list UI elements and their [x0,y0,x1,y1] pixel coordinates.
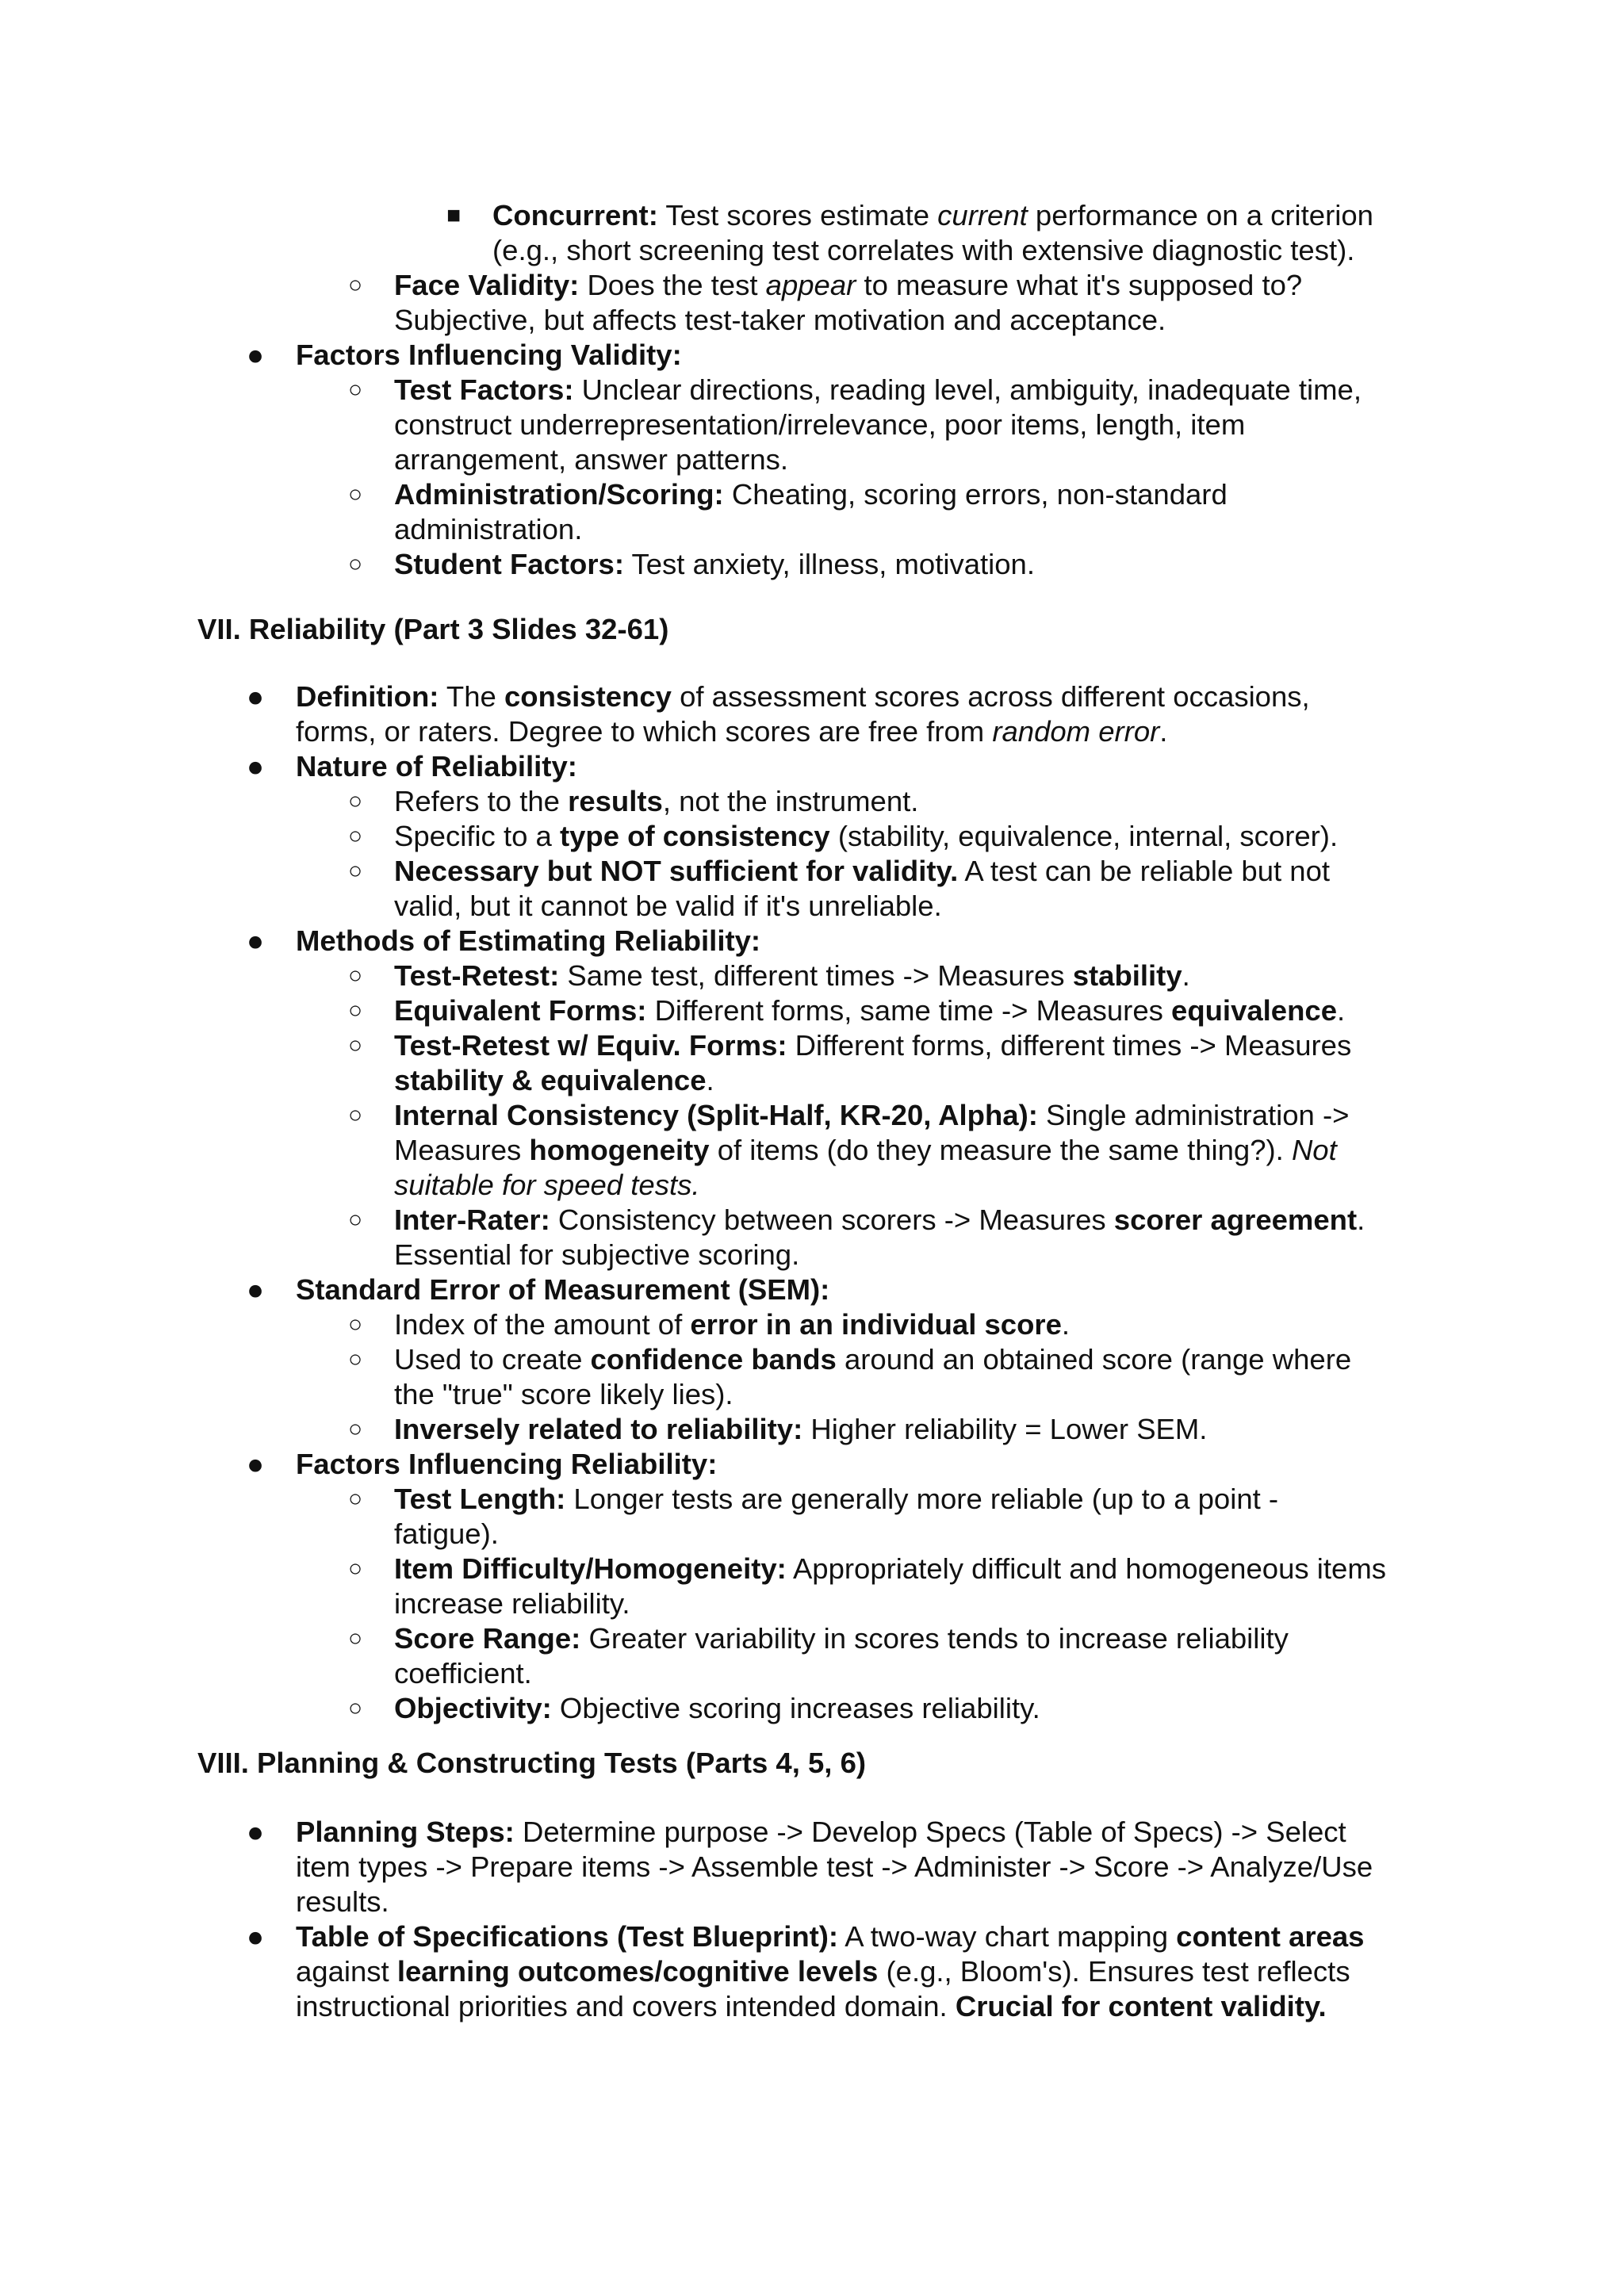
list-item: ○ Test-Retest w/ Equiv. Forms: Different forms, different times -> Measures [0,1028,1624,1063]
disc-bullet-icon: ● [246,1920,265,1953]
circle-bullet-icon: ○ [347,788,363,814]
section-heading-reliability: VII. Reliability (Part 3 Slides 32-61) [197,613,669,645]
circle-bullet-icon: ○ [347,272,363,298]
list-item-planning-steps: ● Planning Steps: Determine purpose -> Develop Specs (Table of Specs) -> Select [0,1815,1624,1850]
list-item-concurrent-cont: (e.g., short screening test correlates with extensive diagnostic test). [492,234,1355,266]
disc-bullet-icon: ● [246,750,265,783]
section-heading-planning: VIII. Planning & Constructing Tests (Parts 4, 5, 6) [197,1747,867,1779]
list-item-nature: ● Nature of Reliability: [0,749,1624,784]
circle-bullet-icon: ○ [347,481,363,507]
circle-bullet-icon: ○ [347,551,363,577]
list-item: ○ Test Length: Longer tests are generally more reliable (up to a point - [0,1482,1624,1517]
list-item-admin-scoring: ○ Administration/Scoring: Cheating, scoring errors, non-standard [0,477,1624,512]
disc-bullet-icon: ● [246,1273,265,1306]
disc-bullet-icon: ● [246,924,265,957]
list-item: ○ Equivalent Forms: Different forms, same time -> Measures equivalence. [0,993,1624,1028]
list-item: ○ Test-Retest: Same test, different times -> Measures stability. [0,959,1624,993]
circle-bullet-icon: ○ [347,1625,363,1651]
list-item-test-factors: ○ Test Factors: Unclear directions, reading level, ambiguity, inadequate time, [0,373,1624,408]
list-item-factors-reliability: ● Factors Influencing Reliability: [0,1447,1624,1482]
circle-bullet-icon: ○ [347,1207,363,1233]
list-item: ○ Inversely related to reliability: Higher reliability = Lower SEM. [0,1412,1624,1447]
list-item: ○ Necessary but NOT sufficient for validity. A test can be reliable but not [0,854,1624,889]
disc-bullet-icon: ● [246,1448,265,1480]
planning-section: ● Planning Steps: Determine purpose -> Develop Specs (Table of Specs) -> Select item types -> Prepare items -> Assemble test -> Administer -> Score -> Analyze/Use results. ● Table of Specifications (Test Blueprint): A two-way chart mapping content areas against learning outcomes/cognitive levels (e.g., Bloom's). Ensures test reflects instructional priorities and covers intended domain. Crucial for content validity. [0,1815,1624,2024]
list-item-sem: ● Standard Error of Measurement (SEM): [0,1272,1624,1307]
list-item: ○ Score Range: Greater variability in scores tends to increase reliability [0,1621,1624,1656]
list-item: ○ Inter-Rater: Consistency between scorers -> Measures scorer agreement. [0,1203,1624,1238]
list-item-methods: ● Methods of Estimating Reliability: [0,924,1624,959]
disc-bullet-icon: ● [246,1816,265,1848]
circle-bullet-icon: ○ [347,997,363,1024]
circle-bullet-icon: ○ [347,823,363,849]
circle-bullet-icon: ○ [347,1556,363,1582]
list-item-face-validity: ○ Face Validity: Does the test appear to measure what it's supposed to? [0,268,1624,303]
list-item: ○ Refers to the results, not the instrument. [0,784,1624,819]
circle-bullet-icon: ○ [347,1311,363,1337]
list-item-table-of-specs: ● Table of Specifications (Test Blueprint): A two-way chart mapping content areas [0,1919,1624,1954]
list-item-definition: ● Definition: The consistency of assessment scores across different occasions, [0,679,1624,714]
list-item: ○ Objectivity: Objective scoring increases reliability. [0,1691,1624,1726]
circle-bullet-icon: ○ [347,1346,363,1372]
disc-bullet-icon: ● [246,680,265,713]
list-item-factors-validity: ● Factors Influencing Validity: [0,338,1624,373]
square-bullet-icon: ■ [446,202,462,228]
list-item: ○ Specific to a type of consistency (stability, equivalence, internal, scorer). [0,819,1624,854]
validity-continuation: ■ Concurrent: Test scores estimate current performance on a criterion (e.g., short screening test correlates with extensive diagnostic test). ○ Face Validity: Does the test appear to measure what it's supposed to? Subjective, but affects test-taker motivation and acceptance. ● Factors Influencing Validity: ○ Test Factors: Unclear directions, reading level, ambiguity, inadequate time, construct underrepresentation/irrelevance, poor items, length, item arrangement, answer patterns. ○ Administration/Scoring: Cheating, scoring errors, non-standard administration. ○ Student Factors: Test anxiety, illness, motivation. [0,198,1624,582]
circle-bullet-icon: ○ [347,962,363,989]
list-item-concurrent: ■ Concurrent: Test scores estimate current performance on a criterion [0,198,1624,233]
circle-bullet-icon: ○ [347,1695,363,1721]
list-item: ○ Item Difficulty/Homogeneity: Appropriately difficult and homogeneous items [0,1552,1624,1586]
circle-bullet-icon: ○ [347,1102,363,1128]
disc-bullet-icon: ● [246,339,265,371]
circle-bullet-icon: ○ [347,1486,363,1512]
list-item-student-factors: ○ Student Factors: Test anxiety, illness, motivation. [0,547,1624,582]
list-item: ○ Internal Consistency (Split-Half, KR-20, Alpha): Single administration -> [0,1098,1624,1133]
circle-bullet-icon: ○ [347,377,363,403]
circle-bullet-icon: ○ [347,1032,363,1058]
reliability-section: ● Definition: The consistency of assessment scores across different occasions, forms, or raters. Degree to which scores are free from random error. ● Nature of Reliability: ○ Refers to the results, not the instrument. ○ Specific to a type of consistency (stability, equivalence, internal, scorer). ○ Necessary but NOT sufficient for validity. A test can be reliable but not valid, but it cannot be valid if it's unreliable. ● Methods of Estimating Reliability: ○ Test-Retest: Same test, different times -> Measures stability. ○ Equivalent Forms: Different forms, same time -> Measures equivalence. ○ Test-Retest w/ Equiv. Forms: Different forms, different times -> Measures stability & equivalence. ○ Internal Consistency (Split-Half, KR-20, Alpha): Single administration -> Measures homogeneity of items (do they measure the same thing?). Not suitable for speed tests. ○ Inter-Rater: Consistency between scorers -> Measures scorer agreement. Essential for subjective scoring. ● Standard Error of Measurement (SEM): ○ Index of the amount of error in an individual score. ○ Used to create confidence bands around an obtained score (range where the "true" score likely lies). ○ Inversely related to reliability: Higher reliability = Lower SEM. ● Factors Influencing Reliability: ○ Test Length: Longer tests are generally more reliable (up to a point - fatigue). ○ Item Difficulty/Homogeneity: Appropriately difficult and homogeneous items increase reliability. ○ Score Range: Greater variability in scores tends to increase reliability coefficient. ○ Objectivity: Objective scoring increases reliability. [0,679,1624,1726]
list-item: ○ Index of the amount of error in an individual score. [0,1307,1624,1342]
list-item-face-validity-cont: Subjective, but affects test-taker motivation and acceptance. [394,304,1166,336]
list-item: ○ Used to create confidence bands around an obtained score (range where [0,1342,1624,1377]
circle-bullet-icon: ○ [347,858,363,884]
circle-bullet-icon: ○ [347,1416,363,1442]
